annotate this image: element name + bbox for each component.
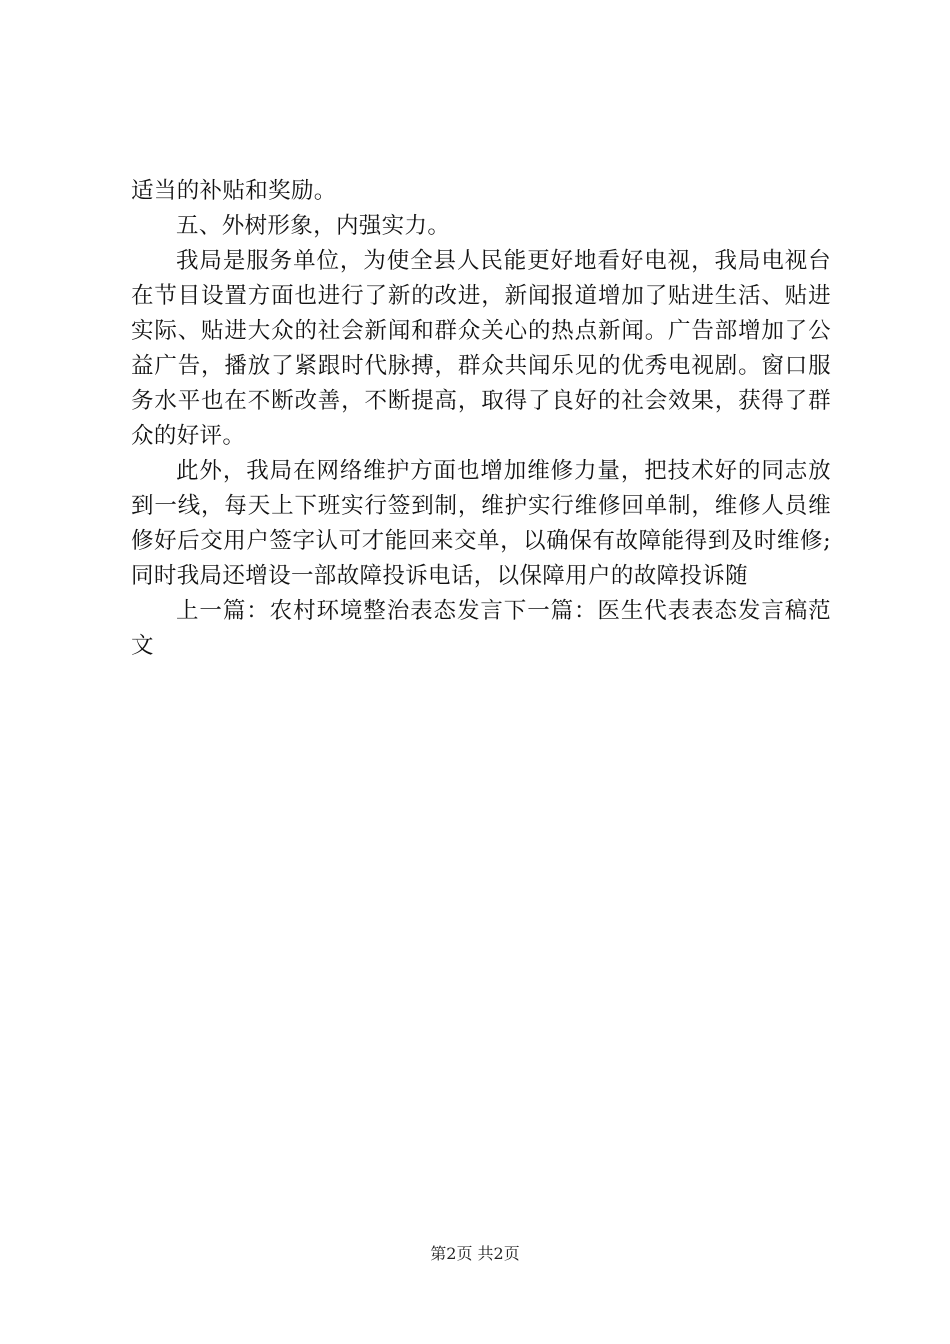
page-number-footer: 第2页 共2页 bbox=[430, 1244, 520, 1263]
paragraph-service: 我局是服务单位，为使全县人民能更好地看好电视，我局电视台在节目设置方面也进行了新的改进，新闻报道增加了贴进生活、贴进实际、贴进大众的社会新闻和群众关心的热点新闻。广告部增加了公益广告，播放了紧跟时代脉搏，群众共闻乐见的优秀电视剧。窗口服务水平也在不断改善，不断提高，取得了良好的社会效果，获得了群众的好评。 bbox=[131, 248, 831, 449]
section-heading: 五、外树形象，内强实力。 bbox=[176, 213, 451, 239]
document-body bbox=[131, 174, 831, 664]
prev-next-links[interactable]: 上一篇：农村环境整治表态发言下一篇：医生代表表态发言稿范文 bbox=[131, 598, 831, 659]
paragraph-continuation: 适当的补贴和奖励。 bbox=[131, 178, 337, 204]
paragraph-maintenance: 此外，我局在网络维护方面也增加维修力量，把技术好的同志放到一线，每天上下班实行签到制，维护实行维修回单制，维修人员维修好后交用户签字认可才能回来交单，以确保有故障能得到及时维修;同时我局还增设一部故障投诉电话，以保障用户的故障投诉随 bbox=[131, 458, 831, 589]
